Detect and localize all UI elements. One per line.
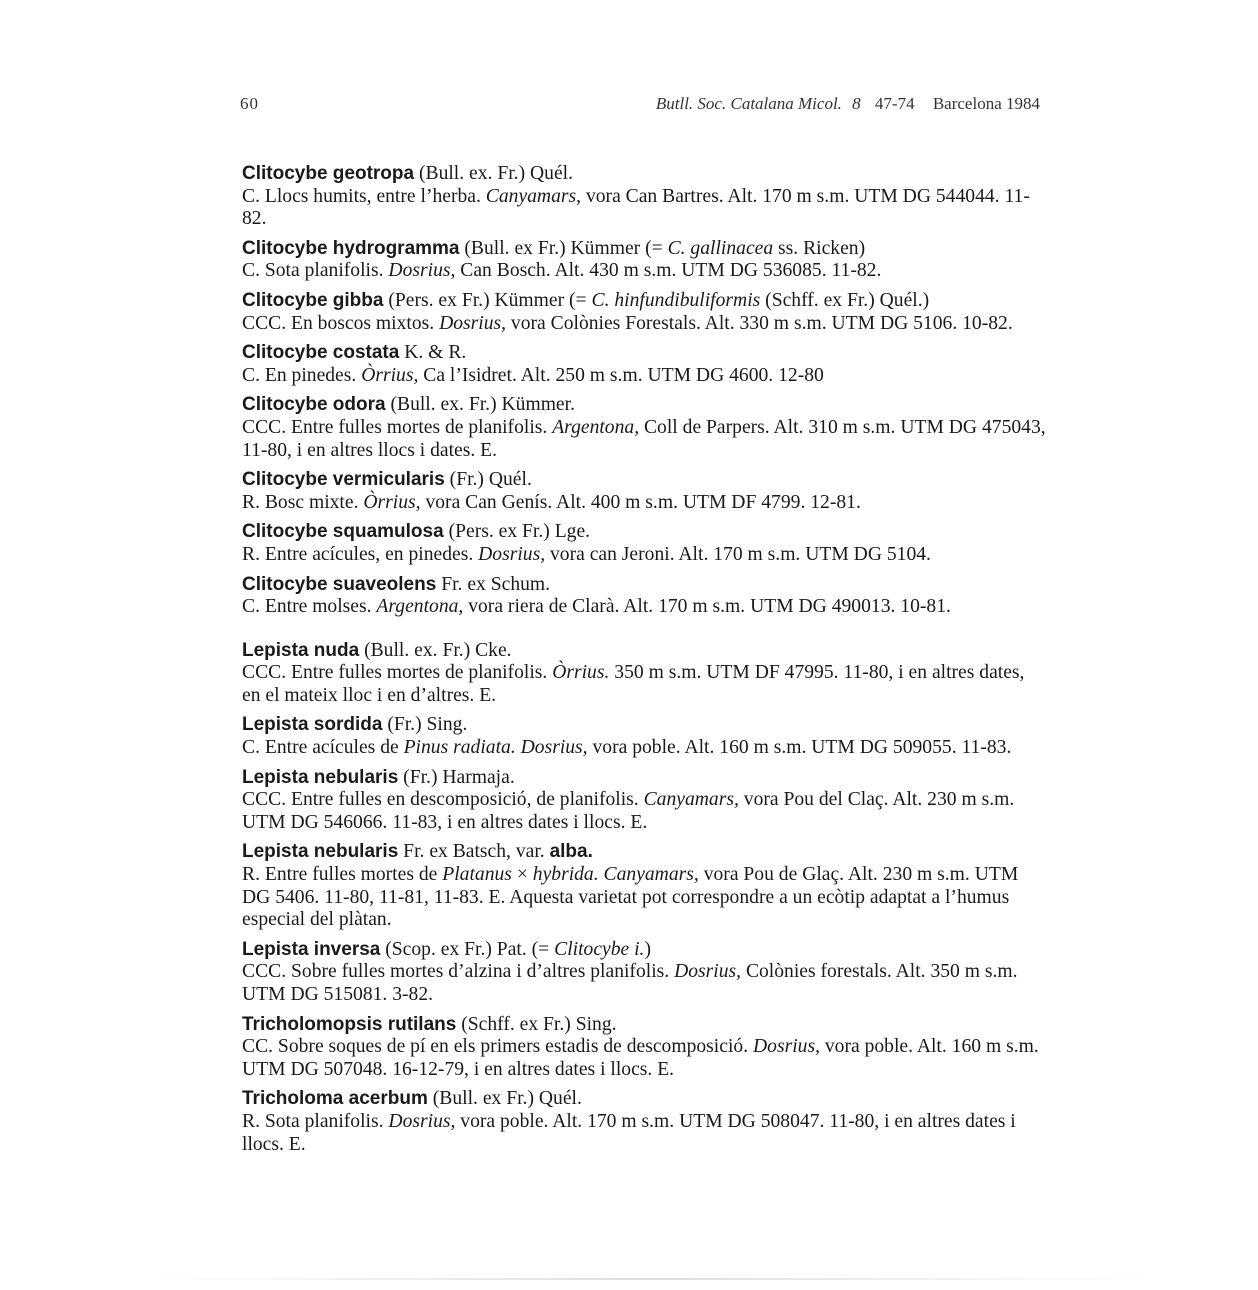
record-description xyxy=(242,662,1047,707)
taxon-authority: (Pers. ex Fr.) Kümmer (= xyxy=(383,289,592,311)
taxon-name: Lepista inversa xyxy=(242,938,381,960)
taxon-name: Clitocybe gibba xyxy=(242,289,384,311)
species-entry xyxy=(242,714,1047,759)
taxon-name: Clitocybe squamulosa xyxy=(242,521,444,543)
species-entry xyxy=(242,394,1047,462)
description-text-italic: Argentona, xyxy=(376,596,464,618)
description-text-italic: Dosrius, xyxy=(753,1036,820,1058)
taxon-authority: (Schff. ex Fr.) Sing. xyxy=(456,1013,617,1035)
description-text-italic: Dosrius, xyxy=(674,961,742,983)
description-text: C. Llocs humits, entre l’herba. xyxy=(242,185,486,207)
species-entry xyxy=(242,767,1047,835)
running-head-place-year: Barcelona 1984 xyxy=(932,94,1040,113)
species-entry xyxy=(242,238,1047,283)
record-description xyxy=(242,260,1047,283)
taxon-name: Clitocybe geotropa xyxy=(242,163,415,184)
taxon-authority: (Bull. ex. Fr.) Cke. xyxy=(359,639,512,661)
description-text: × xyxy=(511,864,533,886)
description-text: CCC. En boscos mixtos. xyxy=(242,312,440,334)
description-text: vora poble. Alt. 160 m s.m. UTM DG 507048. 16-12-79, i en altres dates i llocs. E. xyxy=(242,1036,1039,1080)
description-text: vora Colònies Forestals. Alt. 330 m s.m. UTM DG 5106. 10-82. xyxy=(506,312,1013,334)
taxon-name: Tricholomopsis rutilans xyxy=(242,1013,457,1035)
species-entry xyxy=(242,1014,1047,1082)
description-text-italic: Argentona, xyxy=(552,416,640,438)
description-text: vora can Jeroni. Alt. 170 m s.m. UTM DG 5104. xyxy=(545,543,931,565)
description-text: 350 m s.m. UTM DF 47995. 11-80, i en altres dates, en el mateix lloc i en d’altres. E. xyxy=(242,662,1025,706)
description-text-italic: Platanus xyxy=(442,864,512,886)
species-entry xyxy=(242,469,1047,514)
taxon-name: Lepista nuda xyxy=(242,639,360,661)
description-text-italic: Dosrius, xyxy=(439,312,507,334)
taxon-name: Clitocybe costata xyxy=(242,342,400,364)
description-text: C. Sota planifolis. xyxy=(242,260,389,282)
description-text: CCC. Entre fulles mortes de planifolis. xyxy=(242,662,553,684)
taxon-authority: (Bull. ex. Fr.) Kümmer. xyxy=(385,394,575,416)
taxon-authority: (Bull. ex. Fr.) Quél. xyxy=(414,163,573,184)
taxon-authority-italic: C. gallinacea xyxy=(667,237,774,259)
record-description xyxy=(242,186,1047,231)
record-description xyxy=(242,737,1047,760)
species-entry xyxy=(242,1088,1047,1156)
scan-edge-mark xyxy=(150,1278,1150,1280)
description-text-italic: Dosrius, xyxy=(388,260,456,282)
species-entry xyxy=(242,939,1047,1007)
description-text-italic: Canyamars, xyxy=(485,185,582,207)
record-description xyxy=(242,864,1047,932)
record-description xyxy=(242,961,1047,1006)
taxon-name: Clitocybe odora xyxy=(242,394,386,416)
taxon-authority: (Bull. ex Fr.) Quél. xyxy=(427,1088,582,1110)
description-text: R. Bosc mixte. xyxy=(242,491,364,513)
description-text: C. En pinedes. xyxy=(242,364,362,386)
taxon-line xyxy=(242,290,1047,313)
taxon-authority: (Bull. ex Fr.) Kümmer (= xyxy=(459,237,668,259)
species-entry xyxy=(242,342,1047,387)
page-number: 60 xyxy=(240,94,259,113)
description-text-italic: Òrrius, xyxy=(363,491,421,513)
description-text: vora poble. Alt. 170 m s.m. UTM DG 508047. 11-80, i en altres dates i llocs. E. xyxy=(242,1110,1016,1155)
taxon-line xyxy=(242,640,1047,663)
taxon-line xyxy=(242,163,1047,186)
description-text: Colònies forestals. Alt. 350 m s.m. UTM DG 515081. 3-82. xyxy=(242,961,1018,1005)
description-text: Coll de Parpers. Alt. 310 m s.m. UTM DG 475043, 11-80, i en altres llocs i dates. E. xyxy=(242,416,1046,461)
record-description xyxy=(242,596,1047,619)
taxon-authority: (Fr.) Quél. xyxy=(444,469,532,491)
taxon-name: Clitocybe vermicularis xyxy=(242,469,445,491)
description-text: C. Entre acícules de xyxy=(242,737,404,759)
taxon-name: Lepista nebularis xyxy=(242,766,399,788)
description-text: vora poble. Alt. 160 m s.m. UTM DG 509055. 11-83. xyxy=(587,737,1012,759)
species-list xyxy=(242,163,1047,1163)
taxon-authority: (Schff. ex Fr.) Quél.) xyxy=(760,289,930,311)
description-text: R. Entre fulles mortes de xyxy=(242,864,443,886)
taxon-line xyxy=(242,521,1047,544)
description-text: C. Entre molses. xyxy=(242,596,377,618)
description-text: Can Bosch. Alt. 430 m s.m. UTM DG 536085. 11-82. xyxy=(455,260,882,282)
taxon-line xyxy=(242,1014,1047,1037)
description-text: vora Pou de Glaç. Alt. 230 m s.m. UTM DG 5406. 11-80, 11-81, 11-83. E. Aquesta varietat pot correspondre a un ecòtip adaptat a l’humus especial del plàtan. xyxy=(242,864,1019,931)
variety-name: alba. xyxy=(549,841,593,863)
taxon-name: Lepista nebularis xyxy=(242,841,399,863)
record-description xyxy=(242,417,1047,462)
taxon-name: Clitocybe suaveolens xyxy=(242,573,437,595)
taxon-name: Tricholoma acerbum xyxy=(242,1088,428,1110)
taxon-line xyxy=(242,714,1047,737)
description-text: CCC. Entre fulles en descomposició, de planifolis. xyxy=(242,789,644,811)
description-text: CC. Sobre soques de pí en els primers estadis de descomposició. xyxy=(242,1036,753,1058)
taxon-authority: Fr. ex Schum. xyxy=(436,573,551,595)
taxon-authority: K. & R. xyxy=(399,342,467,364)
taxon-authority: (Pers. ex Fr.) Lge. xyxy=(443,521,591,543)
species-entry xyxy=(242,163,1047,231)
taxon-authority: (Fr.) Sing. xyxy=(382,714,468,736)
taxon-line xyxy=(242,767,1047,790)
description-text-italic: hybrida. Canyamars, xyxy=(532,864,699,886)
species-entry xyxy=(242,521,1047,566)
record-description xyxy=(242,313,1047,336)
description-text: Ca l’Isidret. Alt. 250 m s.m. UTM DG 4600. 12-80 xyxy=(418,364,824,386)
description-text-italic: Òrrius. xyxy=(552,662,610,684)
taxon-authority-italic: Clitocybe i. xyxy=(554,938,645,960)
description-text: vora Can Bartres. Alt. 170 m s.m. UTM DG 544044. 11-82. xyxy=(242,185,1030,230)
taxon-name: Lepista sordida xyxy=(242,714,383,736)
species-entry xyxy=(242,640,1047,708)
taxon-line xyxy=(242,841,1047,864)
running-head xyxy=(656,94,1040,114)
running-head-volume: 8 xyxy=(852,94,861,113)
description-text: CCC. Sobre fulles mortes d’alzina i d’altres planifolis. xyxy=(242,961,675,983)
description-text-italic: Pinus radiata. Dosrius, xyxy=(403,737,588,759)
description-text: R. Entre acícules, en pinedes. xyxy=(242,543,479,565)
species-entry xyxy=(242,574,1047,619)
record-description xyxy=(242,544,1047,567)
species-entry xyxy=(242,290,1047,335)
running-head-pages: 47-74 xyxy=(874,94,915,113)
description-text: vora Can Genís. Alt. 400 m s.m. UTM DF 4799. 12-81. xyxy=(420,491,861,513)
taxon-line xyxy=(242,238,1047,261)
running-head-journal: Butll. Soc. Catalana Micol. xyxy=(655,94,842,113)
taxon-authority: (Scop. ex Fr.) Pat. (= xyxy=(380,938,555,960)
record-description xyxy=(242,365,1047,388)
taxon-authority-italic: C. hinfundibuliformis xyxy=(591,289,761,311)
description-text-italic: Canyamars, xyxy=(643,789,739,811)
taxon-line xyxy=(242,394,1047,417)
taxon-line xyxy=(242,342,1047,365)
taxon-line xyxy=(242,469,1047,492)
taxon-line xyxy=(242,1088,1047,1111)
taxon-line xyxy=(242,574,1047,597)
taxon-name: Clitocybe hydrogramma xyxy=(242,237,460,259)
description-text: vora riera de Clarà. Alt. 170 m s.m. UTM DG 490013. 10-81. xyxy=(463,596,951,618)
record-description xyxy=(242,1111,1047,1156)
record-description xyxy=(242,789,1047,834)
description-text: vora Pou del Claç. Alt. 230 m s.m. UTM DG 546066. 11-83, i en altres dates i llocs. E. xyxy=(242,789,1015,833)
description-text-italic: Òrrius, xyxy=(361,364,419,386)
description-text: R. Sota planifolis. xyxy=(242,1110,389,1132)
description-text-italic: Dosrius, xyxy=(478,543,546,565)
description-text-italic: Dosrius, xyxy=(388,1110,456,1132)
record-description xyxy=(242,492,1047,515)
species-entry xyxy=(242,841,1047,931)
taxon-authority: ) xyxy=(644,938,651,960)
description-text: CCC. Entre fulles mortes de planifolis. xyxy=(242,416,553,438)
taxon-line xyxy=(242,939,1047,962)
taxon-authority: Fr. ex Batsch, var. xyxy=(398,841,550,863)
taxon-authority: (Fr.) Harmaja. xyxy=(398,766,515,788)
record-description xyxy=(242,1036,1047,1081)
taxon-authority: ss. Ricken) xyxy=(773,237,866,259)
